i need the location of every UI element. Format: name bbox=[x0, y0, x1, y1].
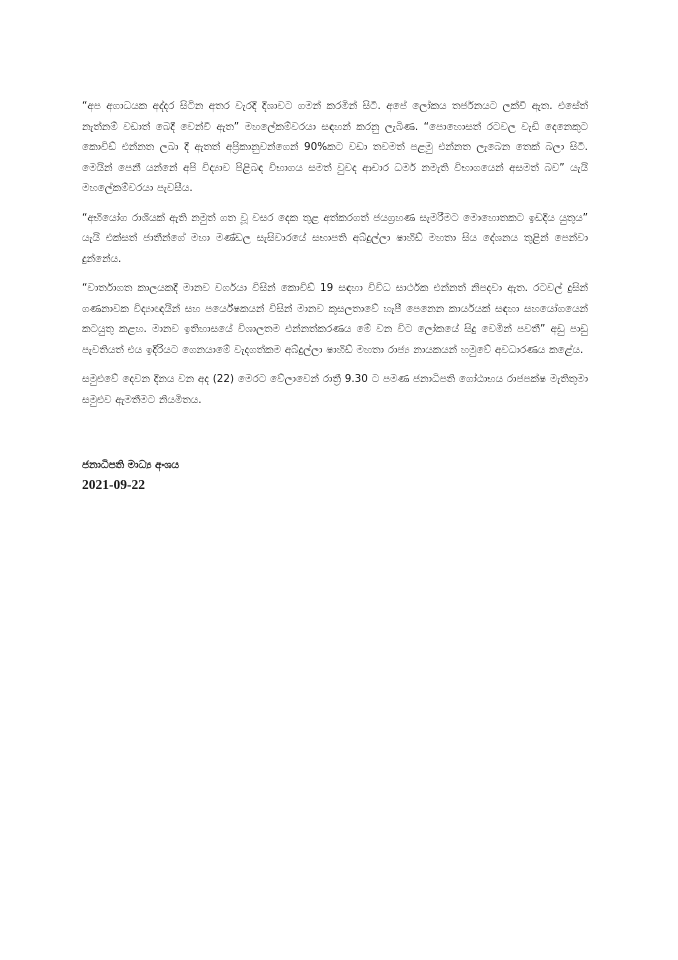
paragraph-2: “අභියෝග රාශියක් ඇති නමුත් ගත වූ වසර දෙක තුළ අත්කරගත් ජයග්‍රහණ සැමරීමට මොහොතකට ඉඩදිය යුතුය” යැයි එක්සත් ජාතීන්ගේ මහා මණ්ඩල සැසිවාරයේ සභාපති අබ්දුල්ලා ෂාහිඩ් මහතා සිය දේශනය තුළින් පෙන්වා දුන්නේය. bbox=[82, 211, 588, 265]
issuing-office: ජනාධිපති මාධ්‍ය අංශය bbox=[82, 459, 179, 471]
signature-block bbox=[82, 456, 382, 494]
paragraph-4: සමුළුවේ දෙවන දිනය වන අද (22) මෙරට වේලාවෙන් රාත්‍රී 9.30 ට පමණ ජනාධිපති ගෝඨාභය රාජපක්ෂ මැතිතුමා සමුළුව ඇමතීමට නියමිතය. bbox=[82, 373, 588, 406]
release-date: 2021-09-22 bbox=[82, 477, 145, 492]
paragraph-1: “අප අගාධයක අද්දර සිටින අතර වැරදි දිශාවට ගමන් කරමින් සිටී. අපේ ලෝකය තර්ජනයට ලක්වී ඇත. එසේත් නැත්නම් වඩාත් බෙදී වෙන්වී ඇත” මහලේකම්වරයා සඳහන් කරනු ලැබිණ. “පොහොසත් රටවල වැඩි දෙනෙකුට කොවිඩ් එන්නත ලබා දී ඇතත් අප්‍රිකානුවන්ගෙන් 90%කට වඩා තවමත් පළමු එන්නත ලැබෙන තෙක් බලා සිටී. මෙයින් පෙනී යන්නේ අපි විද්‍යාව පිළිබඳ විභාගය සමත් වුවද ආචාර ධර්ම නමැති විභාගයෙන් අසමත් බව” යැයි මහලේකම්වරයා පැවසීය. bbox=[82, 100, 588, 194]
press-release-body bbox=[82, 96, 588, 422]
paragraph-3: “වාර්තාගත කාලයකදී මානව වර්ගයා විසින් කොවිඩ් 19 සඳහා විවිධ සාර්ථක එන්නත් නිපදවා ඇත. රටවල් දුසින් ගණනාවක විද්‍යාඥයින් සහ පර්යේෂකයන් විසින් මානව කුසලතාවේ හැපී පෙනෙන කාර්යයක් සඳහා සහයෝගයෙන් කටයුතු කළහ. මානව ඉතිහාසයේ විශාලතම එන්නත්කරණය මේ වන විට ලෝකයේ සිදු වෙමින් පවතී” අඩු පාඩු පැවතියත් එය ඉදිරියට ගෙනයාමේ වැදගත්කම අබ්දුල්ලා ෂාහිඩ් මහතා රාජ්‍ය නායකයන් හමුවේ අවධාරණය කළේය. bbox=[82, 282, 588, 356]
